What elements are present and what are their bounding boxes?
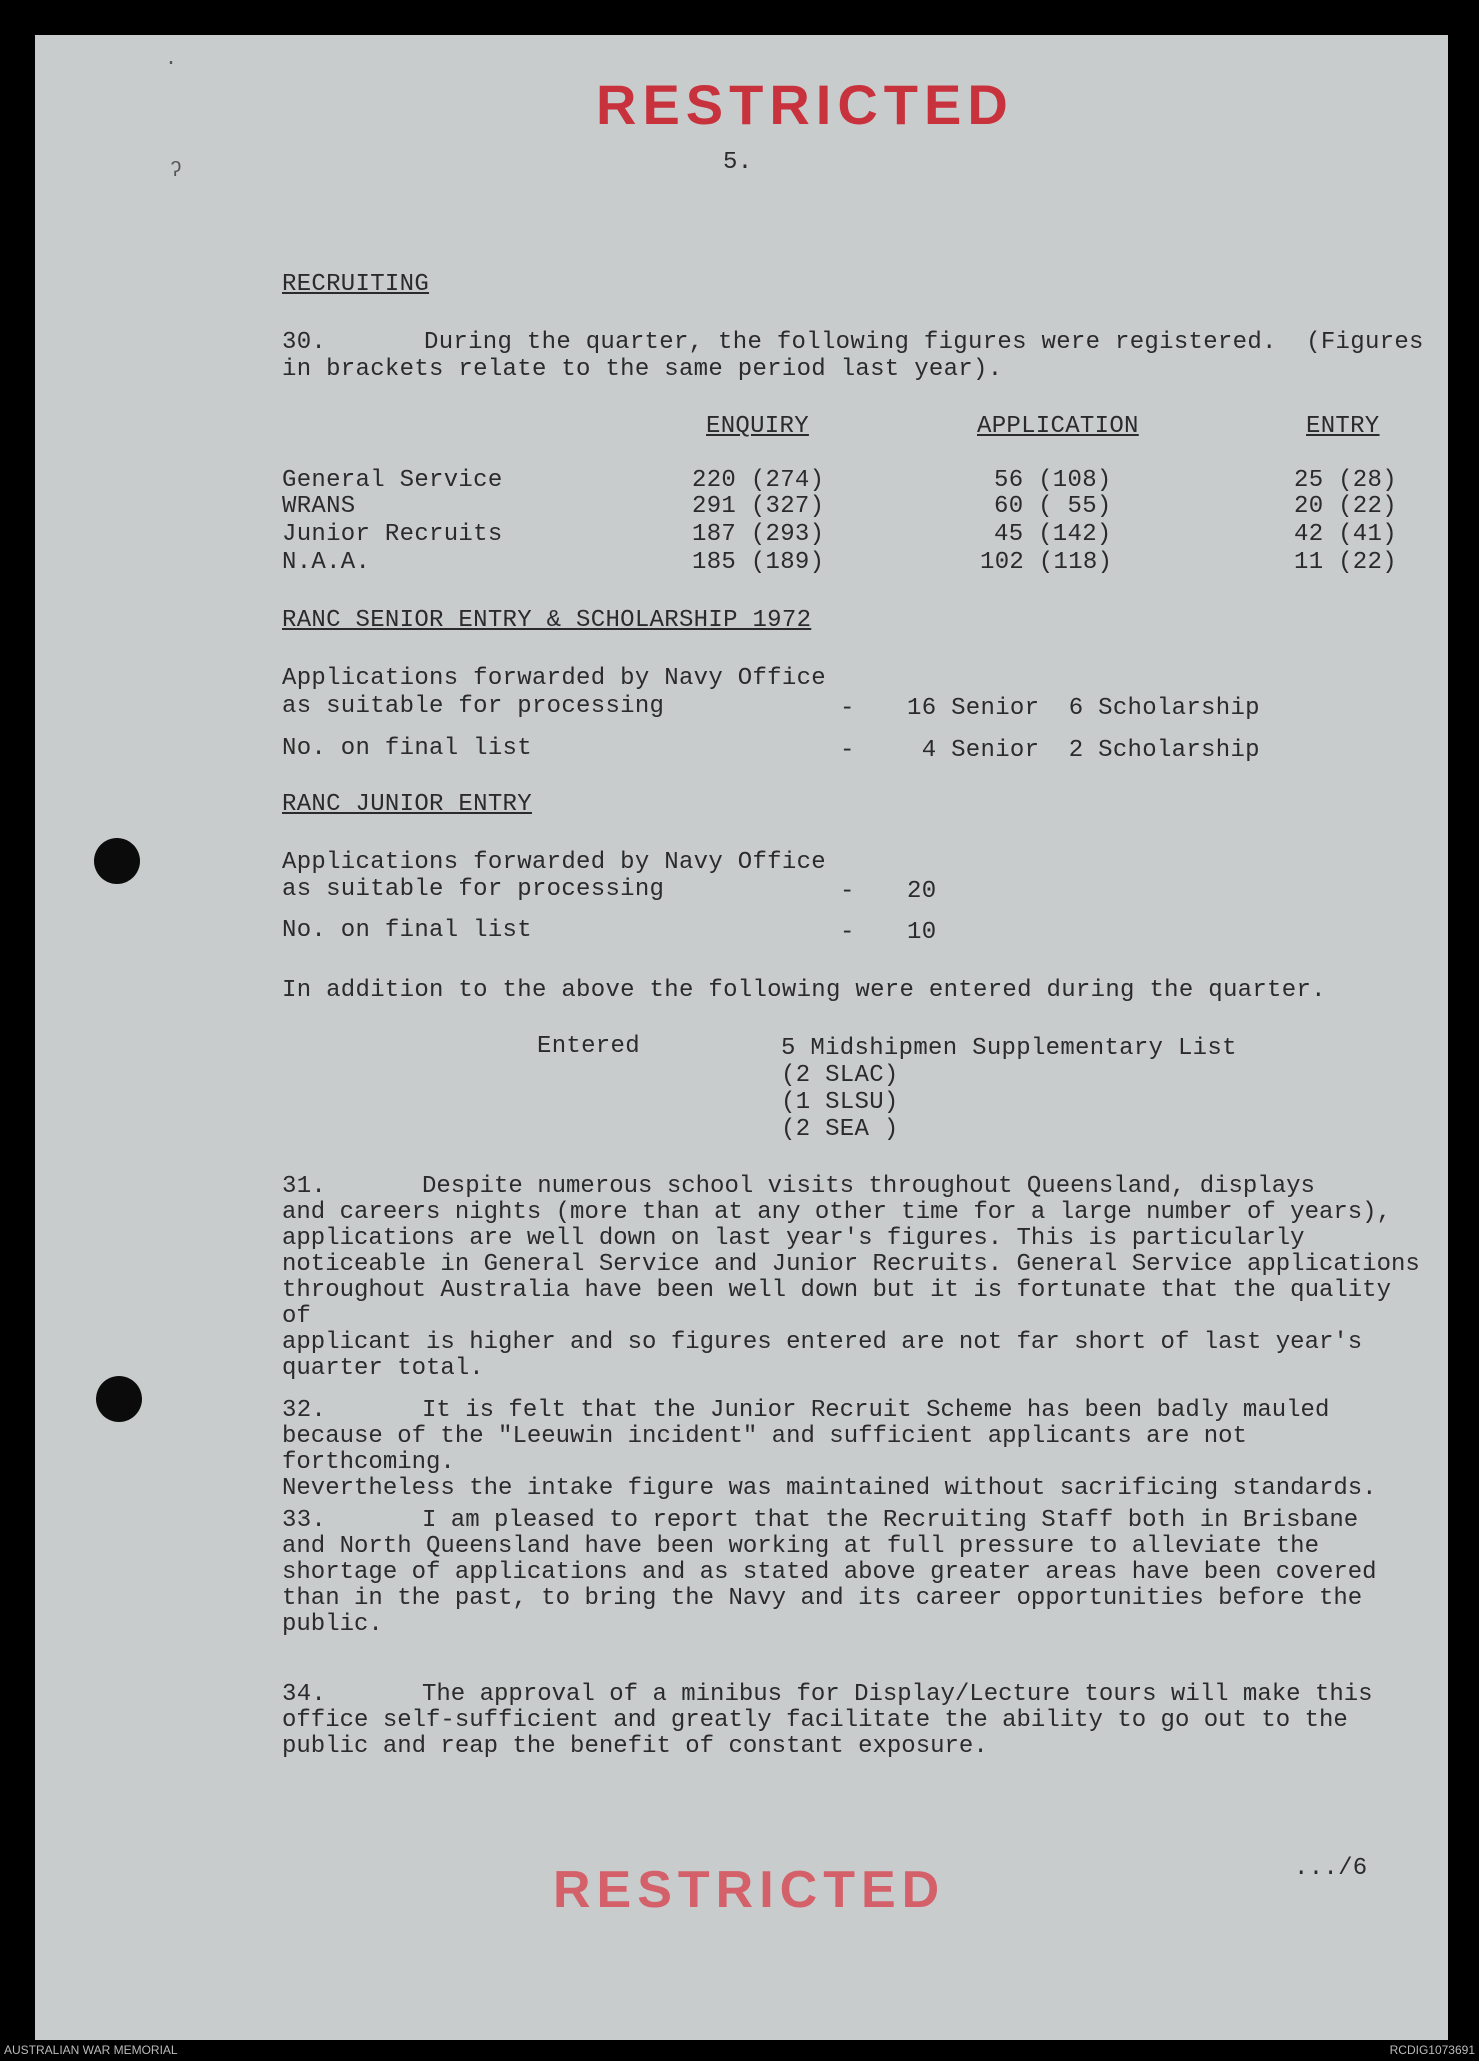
application-value: 45 (142) bbox=[994, 521, 1112, 548]
ranc-junior-value2: 10 bbox=[907, 919, 937, 946]
row-label: Junior Recruits bbox=[282, 521, 503, 548]
column-header-application: APPLICATION bbox=[977, 413, 1139, 440]
paragraph-34: The approval of a minibus for Display/Lecture tours will make this office self-sufficient and greatly facilitate the ability to go out to the public and reap the benefit of constant exposure. bbox=[282, 1681, 1373, 1760]
para-number-30: 30. bbox=[282, 329, 327, 356]
footer-source: AUSTRALIAN WAR MEMORIAL bbox=[4, 2043, 178, 2057]
ranc-junior-final-label: No. on final list bbox=[282, 917, 532, 944]
punch-hole-top bbox=[94, 838, 140, 884]
enquiry-value: 187 (293) bbox=[692, 521, 825, 548]
ranc-senior-line1: Applications forwarded by Navy Office bbox=[282, 665, 826, 692]
punch-hole-bottom bbox=[96, 1376, 142, 1422]
section-heading-ranc-senior: RANC SENIOR ENTRY & SCHOLARSHIP 1972 bbox=[282, 607, 812, 634]
footer-id: RCDIG1073691 bbox=[1389, 2043, 1475, 2057]
column-header-entry: ENTRY bbox=[1306, 413, 1380, 440]
paper-blemish: · bbox=[165, 52, 178, 75]
dash: - bbox=[840, 878, 855, 905]
dash: - bbox=[840, 919, 855, 946]
ranc-senior-line2: as suitable for processing bbox=[282, 693, 665, 720]
application-value: 60 ( 55) bbox=[994, 493, 1112, 520]
para-number-32: 32. bbox=[282, 1397, 327, 1424]
entry-value: 25 (28) bbox=[1294, 467, 1397, 494]
section-heading-recruiting: RECRUITING bbox=[282, 271, 430, 298]
entered-line: 5 Midshipmen Supplementary List bbox=[781, 1035, 1237, 1062]
entered-line: (2 SLAC) bbox=[781, 1062, 899, 1089]
entered-line: (2 SEA ) bbox=[781, 1116, 899, 1143]
paper-blemish: ʔ bbox=[170, 160, 183, 183]
restricted-stamp-bottom: RESTRICTED bbox=[553, 1861, 946, 1919]
entry-value: 20 (22) bbox=[1294, 493, 1397, 520]
entry-value: 42 (41) bbox=[1294, 521, 1397, 548]
entered-line: (1 SLSU) bbox=[781, 1089, 899, 1116]
row-label: WRANS bbox=[282, 493, 356, 520]
page-number: 5. bbox=[723, 149, 753, 176]
para-number-34: 34. bbox=[282, 1681, 327, 1708]
paragraph-33: I am pleased to report that the Recruiting Staff both in Brisbane and North Queensland have been working at full pressure to alleviate the shortage of applications and as stated above greater areas have been covered than in the past, to bring the Navy and its career opportunities before the public. bbox=[282, 1507, 1377, 1638]
entry-value: 11 (22) bbox=[1294, 549, 1397, 576]
ranc-senior-value1: 16 Senior 6 Scholarship bbox=[907, 695, 1260, 722]
restricted-stamp-top: RESTRICTED bbox=[596, 73, 1014, 136]
paragraph-32: It is felt that the Junior Recruit Scheme has been badly mauled because of the "Leeuwin incident" and sufficient applicants are not forthcoming. Nevertheless the intake figure was maintained without sacrificing standards. bbox=[282, 1397, 1377, 1502]
enquiry-value: 185 (189) bbox=[692, 549, 825, 576]
para-number-33: 33. bbox=[282, 1507, 327, 1534]
ranc-junior-line2: as suitable for processing bbox=[282, 876, 665, 903]
para-30-line2: in brackets relate to the same period last year). bbox=[282, 356, 1003, 383]
paragraph-31: Despite numerous school visits throughout Queensland, displays and careers nights (more than at any other time for a large number of years), applications are well down on last year's figures. This is particularly noticeable in General Service and Junior Recruits. General Service applications throughout Australia have been well down but it is fortunate that the quality of applicant is higher and so figures entered are not far short of last year's quarter total. bbox=[282, 1173, 1420, 1382]
entered-label: Entered bbox=[537, 1033, 640, 1060]
para-number-31: 31. bbox=[282, 1173, 327, 1200]
addition-text: In addition to the above the following were entered during the quarter. bbox=[282, 977, 1326, 1004]
application-value: 102 (118) bbox=[980, 549, 1113, 576]
section-heading-ranc-junior: RANC JUNIOR ENTRY bbox=[282, 791, 532, 818]
application-value: 56 (108) bbox=[994, 467, 1112, 494]
dash: - bbox=[840, 695, 855, 722]
enquiry-value: 291 (327) bbox=[692, 493, 825, 520]
row-label: N.A.A. bbox=[282, 549, 371, 576]
row-label: General Service bbox=[282, 467, 503, 494]
ranc-junior-line1: Applications forwarded by Navy Office bbox=[282, 849, 826, 876]
ranc-senior-value2: 4 Senior 2 Scholarship bbox=[907, 737, 1260, 764]
ranc-senior-final-label: No. on final list bbox=[282, 735, 532, 762]
column-header-enquiry: ENQUIRY bbox=[706, 413, 809, 440]
dash: - bbox=[840, 737, 855, 764]
enquiry-value: 220 (274) bbox=[692, 467, 825, 494]
ranc-junior-value1: 20 bbox=[907, 878, 937, 905]
para-30-line1: During the quarter, the following figures were registered. (Figures bbox=[424, 329, 1424, 356]
continuation-marker: .../6 bbox=[1294, 1855, 1368, 1882]
